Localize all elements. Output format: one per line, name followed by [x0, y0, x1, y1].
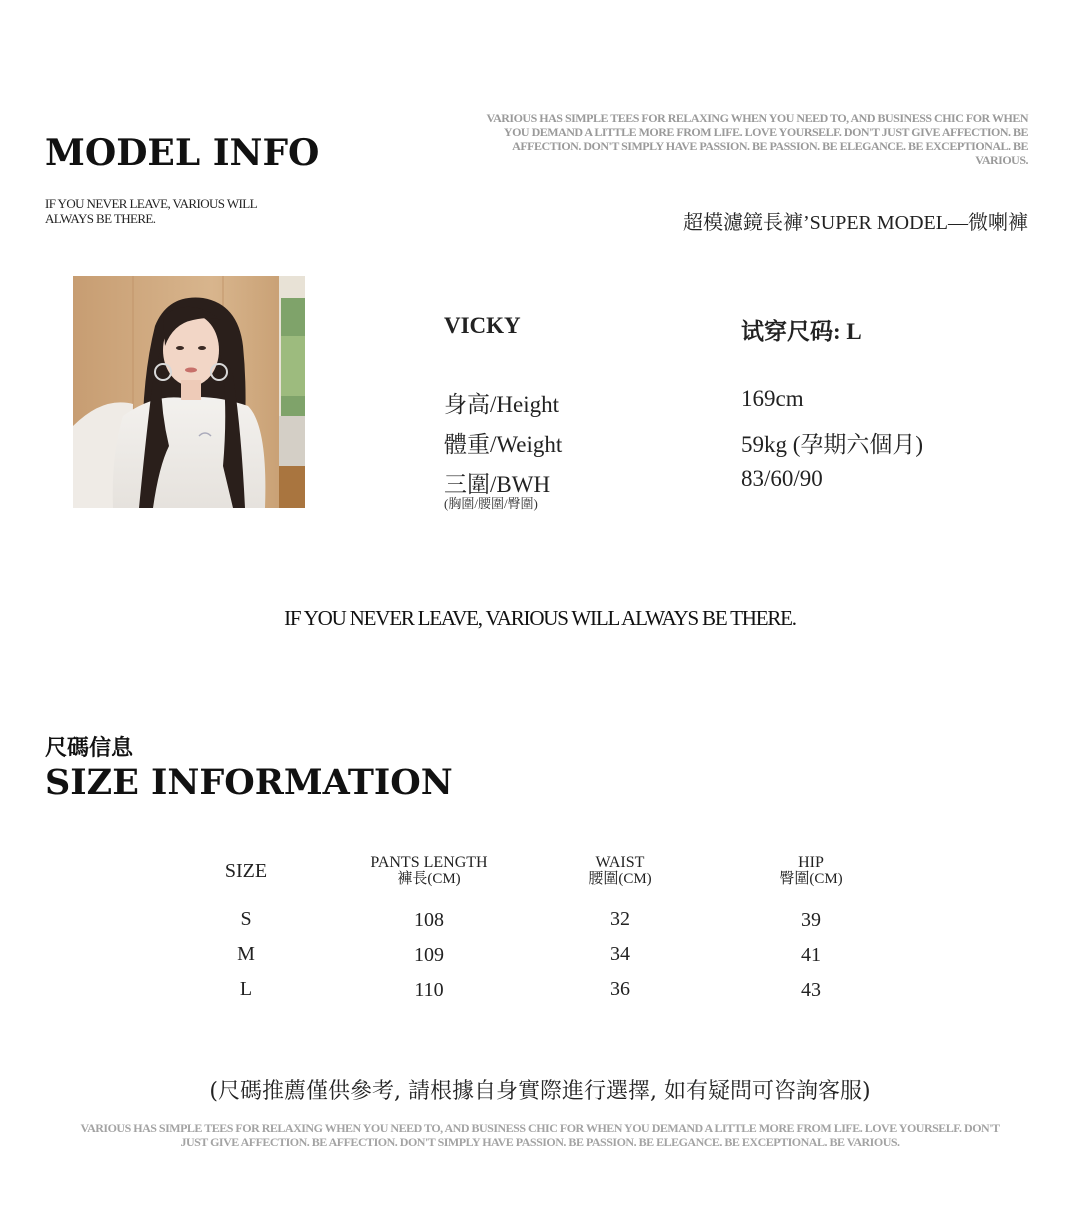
bwh-sublabel: (胸圍/腰圍/臀圍): [444, 496, 538, 511]
col-header-size-en: SIZE: [224, 860, 268, 882]
col-header-hip-cn: 臀圍(CM): [779, 871, 843, 887]
size-cell: M: [237, 943, 255, 965]
col-header-hip: [751, 855, 871, 888]
brand-paragraph: VARIOUS HAS SIMPLE TEES FOR RELAXING WHEN YOU NEED TO, AND BUSINESS CHIC FOR WHEN YOU DEMAND A LITTLE MORE FROM LIFE. LOVE YOURSELF. DON'T JUST GIVE AFFECTION. BE AFFECTION. DON'T SIMPLY HAVE PASSION. BE PASSION. BE ELEGANCE. BE EXCEPTIONAL. BE VARIOUS.: [486, 111, 1028, 167]
bwh-value: 83/60/90: [741, 466, 823, 491]
col-header-length-en: PANTS LENGTH: [370, 854, 488, 871]
length-cell: 109: [414, 944, 444, 966]
size-title-en: SIZE INFORMATION: [45, 762, 453, 803]
length-cell: 110: [414, 979, 444, 1001]
col-header-waist: [560, 855, 680, 888]
col-header-waist-cn: 腰圍(CM): [588, 871, 652, 887]
waist-cell: 32: [610, 908, 630, 930]
weight-label: 體重/Weight: [444, 432, 563, 457]
weight-value: 59kg (孕期六個月): [741, 432, 924, 457]
col-header-size: [186, 860, 306, 882]
model-name: VICKY: [444, 313, 521, 338]
header-tagline: IF YOU NEVER LEAVE, VARIOUS WILL ALWAYS BE THERE.: [45, 196, 257, 226]
product-name: 超模濾鏡長褲’SUPER MODEL—微喇褲: [682, 212, 1028, 234]
size-note: (尺碼推薦僅供參考, 請根據自身實際進行選擇, 如有疑問可咨詢客服): [209, 1079, 871, 1104]
hip-cell: 41: [801, 944, 821, 966]
waist-cell: 34: [610, 943, 630, 965]
col-header-length: [339, 855, 519, 888]
col-header-hip-en: HIP: [798, 854, 824, 871]
hip-cell: 39: [801, 909, 821, 931]
col-header-length-cn: 褲長(CM): [397, 871, 461, 887]
waist-cell: 36: [610, 978, 630, 1000]
size-cell: S: [240, 908, 252, 930]
size-title-cn: 尺碼信息: [45, 735, 134, 761]
length-cell: 108: [414, 909, 444, 931]
bwh-label: 三圍/BWH: [444, 472, 551, 497]
footer-text: VARIOUS HAS SIMPLE TEES FOR RELAXING WHEN YOU NEED TO, AND BUSINESS CHIC FOR WHEN YOU DEMAND A LITTLE MORE FROM LIFE. LOVE YOURSELF. DON'T JUST GIVE AFFECTION. BE AFFECTION. DON'T SIMPLY HAVE PASSION. BE PASSION. BE ELEGANCE. BE EXCEPTIONAL. BE VARIOUS.: [80, 1121, 1000, 1149]
height-label: 身高/Height: [444, 392, 559, 417]
size-tried: 试穿尺码: L: [741, 319, 862, 344]
center-tagline: IF YOU NEVER LEAVE, VARIOUS WILL ALWAYS BE THERE.: [284, 606, 796, 630]
hip-cell: 43: [801, 979, 821, 1001]
model-photo: [73, 276, 305, 508]
size-cell: L: [239, 978, 253, 1000]
page-title: MODEL INFO: [45, 132, 320, 174]
col-header-waist-en: WAIST: [595, 854, 645, 871]
height-value: 169cm: [741, 386, 804, 411]
